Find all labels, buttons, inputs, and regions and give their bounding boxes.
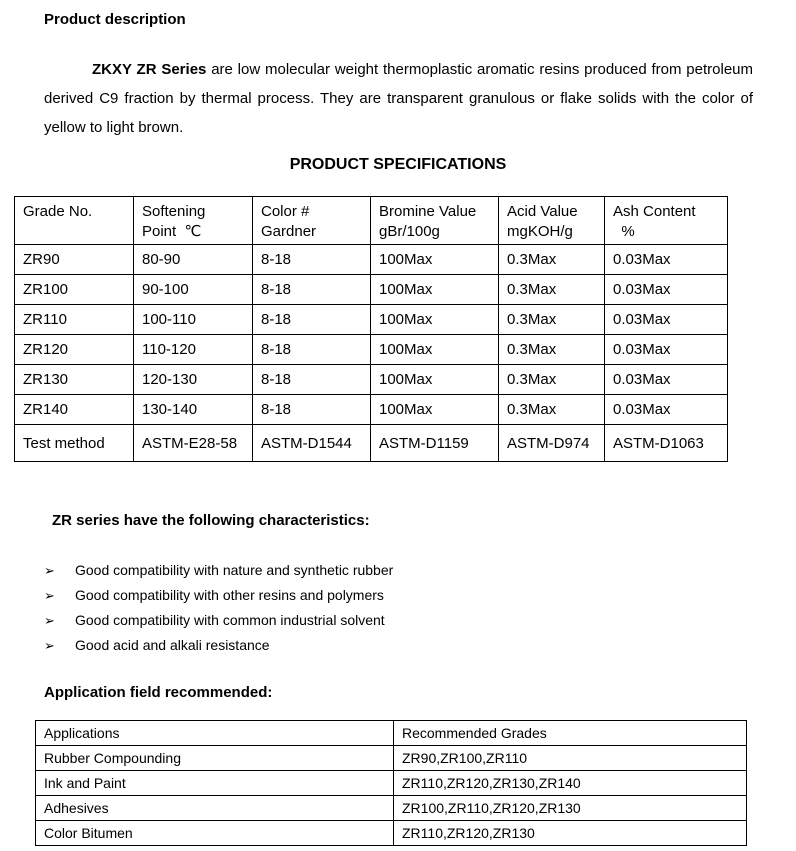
softening-point-cell: 100-110: [134, 305, 253, 335]
specifications-table: [14, 196, 728, 462]
spec-row-zr130: [15, 365, 728, 395]
acid-value-cell: 0.3Max: [499, 365, 605, 395]
test-method-cell: ASTM-D1159: [371, 425, 499, 462]
arrow-bullet-icon: ➢: [44, 638, 55, 653]
list-item-text: Good compatibility with common industrial solvent: [75, 612, 385, 628]
header-line: Color #: [261, 203, 310, 220]
acid-value-cell: 0.3Max: [499, 245, 605, 275]
grade-cell: ZR120: [15, 335, 134, 365]
product-description-text: are low molecular weight thermoplastic aromatic resins produced from petroleum derived C9 fraction by thermal process. They are transparent granulous or flake solids with the color of yellow to light brown.: [44, 61, 753, 136]
product-series-name: ZKXY ZR Series: [92, 61, 207, 78]
test-method-cell: ASTM-E28-58: [134, 425, 253, 462]
grades-cell: ZR110,ZR120,ZR130: [394, 821, 747, 846]
list-item: [44, 633, 796, 658]
list-item-text: Good acid and alkali resistance: [75, 637, 270, 653]
header-cell-grade: [15, 197, 134, 245]
acid-value-cell: 0.3Max: [499, 395, 605, 425]
ash-content-cell: 0.03Max: [605, 275, 728, 305]
header-line: %: [613, 223, 635, 240]
grade-cell: ZR110: [15, 305, 134, 335]
spec-row-zr100: [15, 275, 728, 305]
application-cell: Rubber Compounding: [36, 746, 394, 771]
softening-point-cell: 130-140: [134, 395, 253, 425]
arrow-bullet-icon: ➢: [44, 588, 55, 603]
softening-point-cell: 80-90: [134, 245, 253, 275]
application-cell: Ink and Paint: [36, 771, 394, 796]
header-cell-acid-value: [499, 197, 605, 245]
header-line: Bromine Value: [379, 203, 477, 220]
acid-value-cell: 0.3Max: [499, 305, 605, 335]
application-cell: Adhesives: [36, 796, 394, 821]
arrow-bullet-icon: ➢: [44, 563, 55, 578]
header-cell-recommended-grades: Recommended Grades: [394, 721, 747, 746]
test-method-cell: ASTM-D1063: [605, 425, 728, 462]
softening-point-cell: 110-120: [134, 335, 253, 365]
spec-row-zr110: [15, 305, 728, 335]
grades-cell: ZR110,ZR120,ZR130,ZR140: [394, 771, 747, 796]
test-method-cell: ASTM-D1544: [253, 425, 371, 462]
list-item: [44, 558, 796, 583]
applications-heading: Application field recommended:: [44, 684, 273, 701]
spec-row-zr120: [15, 335, 728, 365]
applications-table: [35, 720, 747, 846]
application-cell: Color Bitumen: [36, 821, 394, 846]
spec-row-test-method: [15, 425, 728, 462]
header-line: Softening: [142, 203, 206, 220]
list-item: [44, 583, 796, 608]
bromine-value-cell: 100Max: [371, 245, 499, 275]
ash-content-cell: 0.03Max: [605, 395, 728, 425]
ash-content-cell: 0.03Max: [605, 365, 728, 395]
arrow-bullet-icon: ➢: [44, 613, 55, 628]
spec-table-header-row: [15, 197, 728, 245]
header-line: gBr/100g: [379, 223, 440, 240]
header-line: Grade No.: [23, 203, 93, 220]
spec-row-zr140: [15, 395, 728, 425]
list-item-text: Good compatibility with nature and synthetic rubber: [75, 562, 394, 578]
grade-cell: ZR90: [15, 245, 134, 275]
header-cell-ash-content: [605, 197, 728, 245]
ash-content-cell: 0.03Max: [605, 305, 728, 335]
list-item-text: Good compatibility with other resins and polymers: [75, 587, 384, 603]
softening-point-cell: 90-100: [134, 275, 253, 305]
app-table-header-row: [36, 721, 747, 746]
bromine-value-cell: 100Max: [371, 365, 499, 395]
header-cell-color: [253, 197, 371, 245]
specifications-heading: PRODUCT SPECIFICATIONS: [289, 156, 507, 173]
header-cell-applications: Applications: [36, 721, 394, 746]
softening-point-cell: 120-130: [134, 365, 253, 395]
header-line: Ash Content: [613, 203, 696, 220]
acid-value-cell: 0.3Max: [499, 275, 605, 305]
app-row-rubber-compounding: [36, 746, 747, 771]
test-method-label-cell: Test method: [15, 425, 134, 462]
color-cell: 8-18: [253, 245, 371, 275]
ash-content-cell: 0.03Max: [605, 335, 728, 365]
spec-row-zr90: [15, 245, 728, 275]
characteristics-list: [44, 558, 796, 658]
characteristics-heading: ZR series have the following characteristics:: [52, 512, 370, 529]
product-description-paragraph: [44, 55, 753, 142]
grade-cell: ZR140: [15, 395, 134, 425]
acid-value-cell: 0.3Max: [499, 335, 605, 365]
bromine-value-cell: 100Max: [371, 275, 499, 305]
test-method-cell: ASTM-D974: [499, 425, 605, 462]
header-cell-softening-point: [134, 197, 253, 245]
header-line: Acid Value: [507, 203, 578, 220]
app-row-ink-and-paint: [36, 771, 747, 796]
color-cell: 8-18: [253, 395, 371, 425]
header-line: Point ℃: [142, 223, 202, 240]
color-cell: 8-18: [253, 335, 371, 365]
color-cell: 8-18: [253, 365, 371, 395]
header-line: mgKOH/g: [507, 223, 573, 240]
product-description-heading: Product description: [44, 11, 186, 28]
header-line: Gardner: [261, 223, 317, 240]
ash-content-cell: 0.03Max: [605, 245, 728, 275]
bromine-value-cell: 100Max: [371, 335, 499, 365]
color-cell: 8-18: [253, 305, 371, 335]
header-cell-bromine-value: [371, 197, 499, 245]
grade-cell: ZR100: [15, 275, 134, 305]
bromine-value-cell: 100Max: [371, 305, 499, 335]
grades-cell: ZR100,ZR110,ZR120,ZR130: [394, 796, 747, 821]
app-row-adhesives: [36, 796, 747, 821]
list-item: [44, 608, 796, 633]
color-cell: 8-18: [253, 275, 371, 305]
app-row-color-bitumen: [36, 821, 747, 846]
bromine-value-cell: 100Max: [371, 395, 499, 425]
grades-cell: ZR90,ZR100,ZR110: [394, 746, 747, 771]
grade-cell: ZR130: [15, 365, 134, 395]
